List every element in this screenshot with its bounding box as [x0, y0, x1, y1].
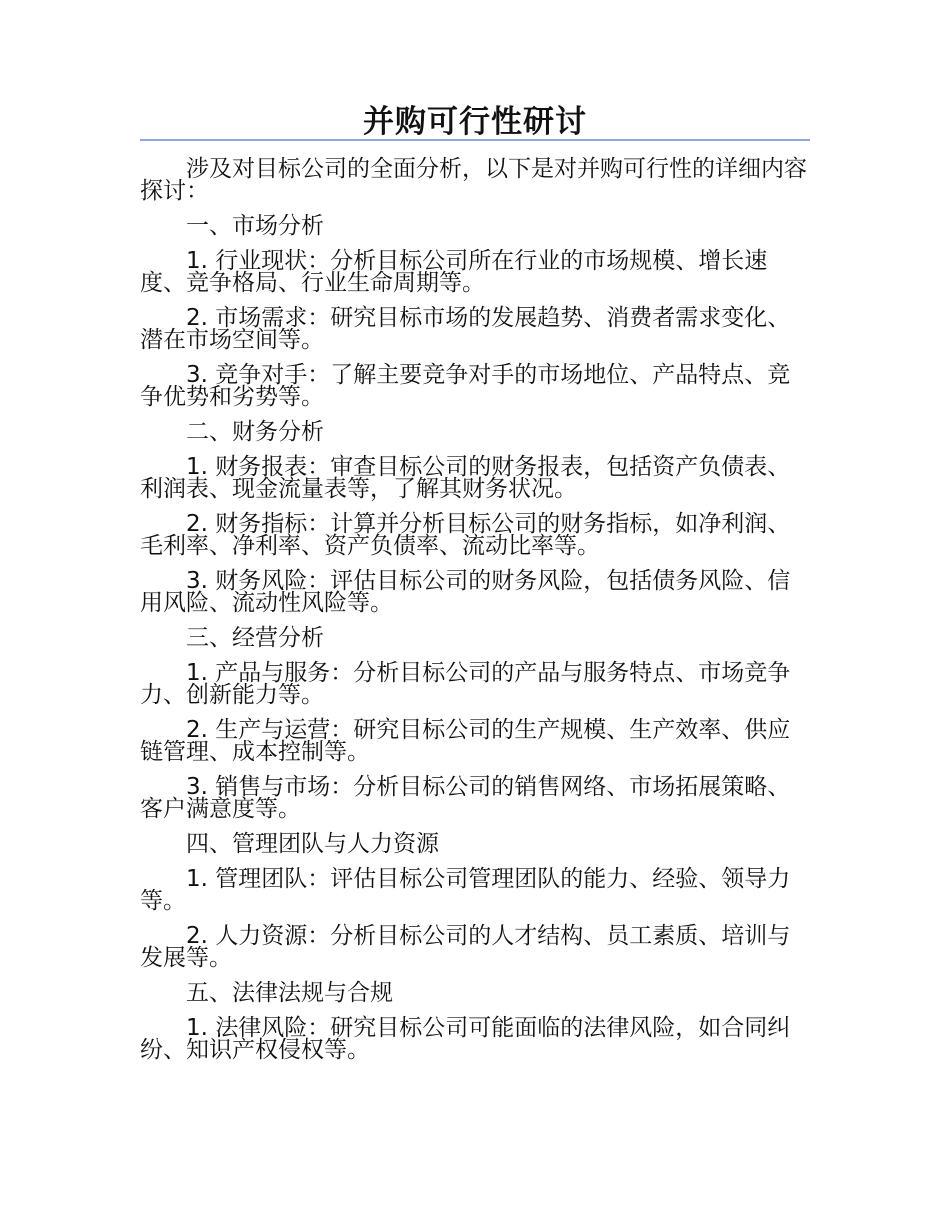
- section-heading-market: 一、市场分析: [186, 213, 324, 239]
- paragraph-market-demand: 2. 市场需求：研究目标市场的发展趋势、消费者需求变化、潜在市场空间等。: [140, 305, 791, 353]
- section-heading-operations: 三、经营分析: [186, 625, 324, 651]
- paragraph-competitors: 3. 竞争对手：了解主要竞争对手的市场地位、产品特点、竞争优势和劣势等。: [140, 362, 791, 410]
- paragraph-production-operations: 2. 生产与运营：研究目标公司的生产规模、生产效率、供应链管理、成本控制等。: [140, 717, 791, 765]
- title-underline: [140, 139, 810, 141]
- paragraph-financial-indicators: 2. 财务指标：计算并分析目标公司的财务指标，如净利润、毛利率、净利率、资产负债率、流动比率等。: [140, 511, 791, 559]
- paragraph-financial-risk: 3. 财务风险：评估目标公司的财务风险，包括债务风险、信用风险、流动性风险等。: [140, 568, 791, 616]
- paragraph-management-team: 1. 管理团队：评估目标公司管理团队的能力、经验、领导力等。: [140, 866, 791, 914]
- paragraph-human-resources: 2. 人力资源：分析目标公司的人才结构、员工素质、培训与发展等。: [140, 923, 791, 971]
- paragraph-sales-marketing: 3. 销售与市场：分析目标公司的销售网络、市场拓展策略、客户满意度等。: [140, 774, 791, 822]
- section-heading-legal: 五、法律法规与合规: [186, 980, 393, 1006]
- paragraph-legal-risk: 1. 法律风险：研究目标公司可能面临的法律风险，如合同纠纷、知识产权侵权等。: [140, 1015, 791, 1063]
- document-title: 并购可行性研讨: [363, 104, 587, 140]
- paragraph-products-services: 1. 产品与服务：分析目标公司的产品与服务特点、市场竞争力、创新能力等。: [140, 660, 791, 708]
- section-heading-finance: 二、财务分析: [186, 419, 324, 445]
- section-heading-management: 四、管理团队与人力资源: [186, 831, 439, 857]
- intro-paragraph: 涉及对目标公司的全面分析，以下是对并购可行性的详细内容探讨：: [140, 156, 807, 204]
- paragraph-industry-status: 1. 行业现状：分析目标公司所在行业的市场规模、增长速度、竞争格局、行业生命周期等。: [140, 248, 768, 296]
- document-body: [140, 158, 810, 1074]
- paragraph-financial-statements: 1. 财务报表：审查目标公司的财务报表，包括资产负债表、利润表、现金流量表等，了解其财务状况。: [140, 454, 791, 502]
